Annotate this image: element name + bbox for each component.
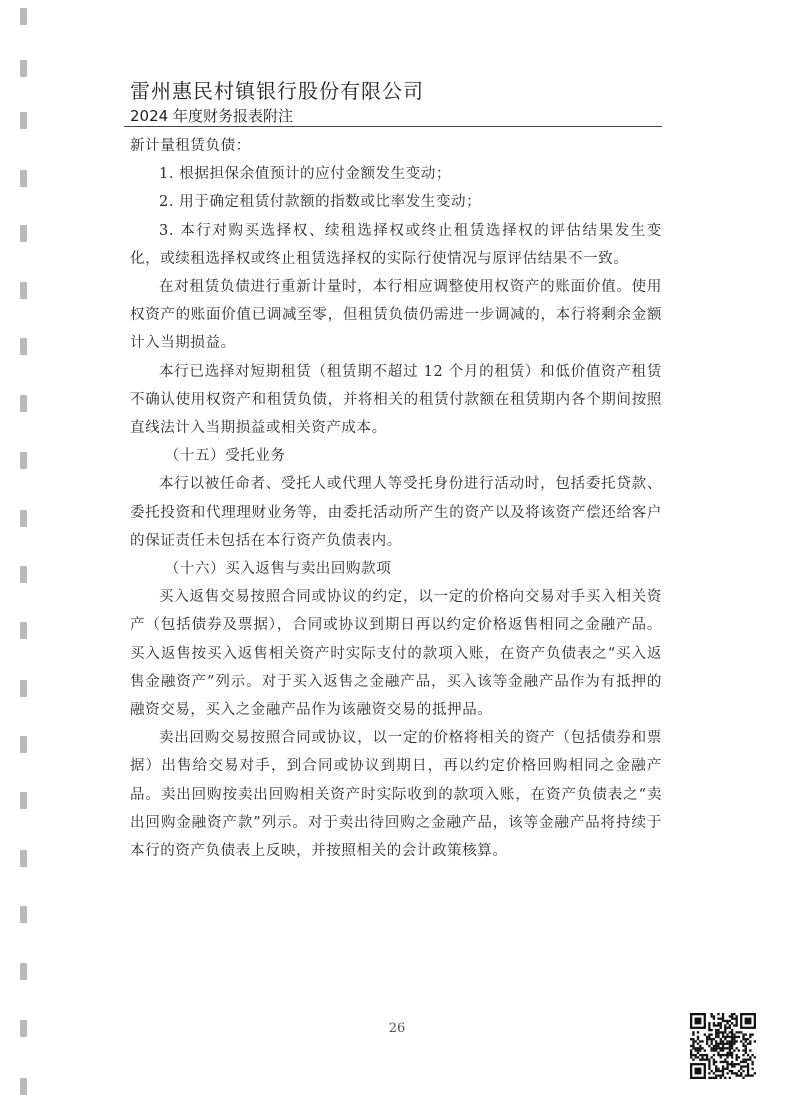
binding-mark bbox=[20, 792, 27, 809]
document-body bbox=[130, 132, 662, 865]
binding-mark bbox=[20, 170, 27, 187]
paragraph: 买入返售交易按照合同或协议的约定，以一定的价格向交易对手买入相关资产（包括债券及票据），合同或协议到期日再以约定价格返售相同之金融产品。买入返售按买入返售相关资产时实际支付的款项入账，在资产负债表之“买入返售金融资产”列示。对于买入返售之金融产品，买入该等金融产品作为有抵押的融资交易，买入之金融产品作为该融资交易的抵押品。 bbox=[130, 589, 662, 719]
binding-mark bbox=[20, 395, 27, 412]
binding-mark bbox=[20, 1078, 27, 1095]
binding-mark bbox=[20, 622, 27, 639]
paragraph: 本行以被任命者、受托人或代理人等受托身份进行活动时，包括委托贷款、委托投资和代理理财业务等，由委托活动所产生的资产以及将该资产偿还给客户的保证责任未包括在本行资产负债表内。 bbox=[130, 476, 662, 549]
binding-mark bbox=[20, 566, 27, 583]
binding-mark bbox=[20, 736, 27, 753]
binding-mark bbox=[20, 225, 27, 242]
binding-strip bbox=[0, 0, 32, 1114]
binding-mark bbox=[20, 452, 27, 469]
company-name: 雷州惠民村镇银行股份有限公司 bbox=[130, 79, 424, 103]
binding-mark bbox=[20, 510, 27, 527]
binding-mark bbox=[20, 282, 27, 299]
list-item: 3. 本行对购买选择权、续租选择权或终止租赁选择权的评估结果发生变化，或续租选择权或终止租赁选择权的实际行使情况与原评估结果不一致。 bbox=[130, 222, 662, 267]
binding-mark bbox=[20, 338, 27, 355]
list-item: 2. 用于确定租赁付款额的指数或比率发生变动； bbox=[159, 194, 482, 211]
binding-mark bbox=[20, 850, 27, 867]
section-heading: （十六）买入返售与卖出回购款项 bbox=[164, 561, 392, 578]
report-title: 2024 年度财务报表附注 bbox=[130, 107, 293, 125]
qr-code-icon bbox=[690, 1013, 756, 1079]
paragraph: 卖出回购交易按照合同或协议，以一定的价格将相关的资产（包括债券和票据）出售给交易对手，到合同或协议到期日，再以约定价格回购相同之金融产品。卖出回购按卖出回购相关资产时实际收到的款项入账，在资产负债表之“卖出回购金融资产款”列示。对于卖出待回购之金融产品，该等金融产品将持续于本行的资产负债表上反映，并按照相关的会计政策核算。 bbox=[130, 730, 662, 860]
binding-mark bbox=[20, 60, 27, 77]
binding-mark bbox=[20, 963, 27, 980]
paragraph: 本行已选择对短期租赁（租赁期不超过 12 个月的租赁）和低价值资产租赁不确认使用权资产和租赁负债，并将相关的租赁付款额在租赁期内各个期间按照直线法计入当期损益或相关资产成本。 bbox=[130, 363, 662, 437]
section-heading: （十五）受托业务 bbox=[164, 448, 286, 465]
page-header bbox=[130, 78, 662, 126]
page-number: 26 bbox=[388, 1021, 406, 1036]
paragraph: 新计量租赁负债： bbox=[130, 138, 251, 154]
binding-mark bbox=[20, 8, 27, 25]
binding-mark bbox=[20, 112, 27, 129]
list-item: 1. 根据担保余值预计的应付金额发生变动； bbox=[159, 166, 452, 183]
header-rule bbox=[124, 126, 662, 127]
binding-mark bbox=[20, 906, 27, 923]
binding-mark bbox=[20, 680, 27, 697]
paragraph: 在对租赁负债进行重新计量时，本行相应调整使用权资产的账面价值。使用权资产的账面价值已调减至零，但租赁负债仍需进一步调减的，本行将剩余金额计入当期损益。 bbox=[130, 279, 662, 352]
